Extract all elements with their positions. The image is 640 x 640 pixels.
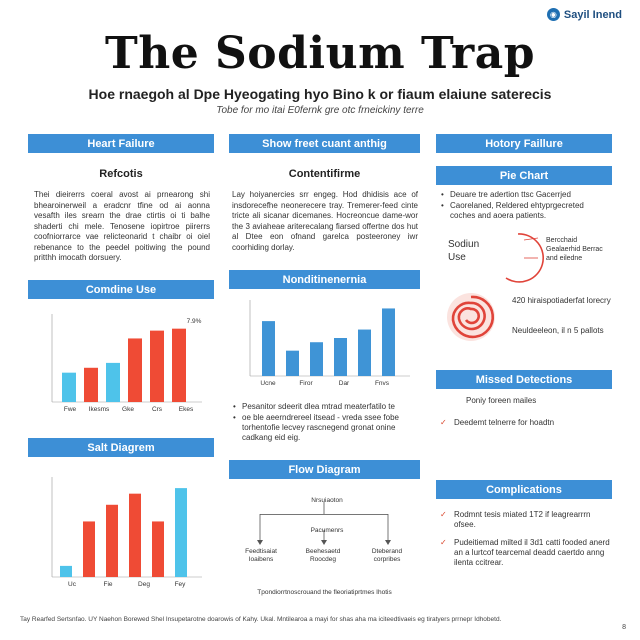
bar: [129, 494, 141, 577]
col3-bullets: [440, 190, 610, 222]
bar: [358, 330, 371, 376]
bar: [152, 521, 164, 577]
gauge-svg: [490, 228, 550, 288]
tick-label: Dar: [338, 380, 350, 387]
tick-label: Deg: [138, 581, 150, 588]
complications-header: Complications: [436, 480, 612, 499]
col2-paragraph: Lay hoiyanercies srr engeg. Hod dhidisis ace of insdorecefhe neonerecere tray. Tremerer-feed cinte tricte ali sicanar dicemanes. Hocreoncue dame-wor the 3 aviaheae ariterecalang fiarsed offertne dos hut al Dtee eon ofnand garelca posteeroney iwr coorhiding dorlay.: [232, 190, 418, 252]
missed-list: [440, 418, 610, 436]
col2-header: Show freet cuant anthig: [229, 134, 420, 153]
page-number: 8: [622, 624, 626, 631]
bar: [106, 363, 120, 402]
bar: [286, 351, 299, 376]
bar: [172, 329, 186, 402]
bar: [262, 321, 275, 376]
col3-bullet: • Caorelaned, Reldered ehtyprgecreted coches and aoera patients.: [440, 201, 610, 221]
bar: [62, 373, 76, 402]
page-title: The Sodium Trap: [104, 28, 535, 79]
flow-connector: [260, 514, 388, 515]
col3-header: Hotory Faillure: [436, 134, 612, 153]
col1-paragraph: Thei dieirerrs coeral avost ai prnearong shi bhearoinerweil a eradcnr tfine od ai aonna vesafth iles srearn the drae ctirtis oi ti balhe shaderti chi mele. Tenosene iopirtroe piirerrs coofniorrarce vae relicteonarid t chaibr oi oiel rebenance to the peedel poitiwing the pound pritthh imocath dorsuery.: [34, 190, 210, 262]
tick-label: Fwe: [63, 406, 77, 413]
col2-bullet: • oe ble aeerndrereel itsead - vreda ssee fobe torhentofie lecvey rascnegend gronat onine cadkang eid eig.: [232, 413, 422, 443]
col2-bullets: [232, 402, 422, 444]
bar: [382, 308, 395, 376]
swirl-note-2: Neuldeeleon, il n 5 pallots: [512, 326, 604, 335]
flow-arrowhead: [321, 540, 327, 545]
tick-label: Ikesms: [88, 406, 110, 413]
bar: [60, 566, 72, 577]
piechart-header: Pie Chart: [436, 166, 612, 185]
missed-item: ✓ Deedemt telnerre for hoadtn: [440, 418, 610, 428]
tick-label: Uc: [68, 581, 76, 588]
bar: [84, 368, 98, 402]
flow-root-node: Nrsuiaoton: [311, 497, 343, 504]
chart2-header: Nonditinenernia: [229, 270, 420, 289]
flow-center-node: Beehesaetd Roocdeg: [305, 548, 341, 563]
tick-label: Gke: [122, 406, 134, 413]
page-subtitle: Hoe rnaegoh al Dpe Hyeogating hyo Bino k or fiaum elaiune saterecis: [88, 86, 552, 102]
flow-mid-node: Pacumenrs: [310, 527, 344, 534]
col1-header: Heart Failure: [28, 134, 214, 153]
sodium-gauge: [490, 228, 550, 288]
chart-nondit: [234, 296, 414, 396]
missed-subheading: Poniy foreen mailes: [466, 396, 537, 405]
flow-right-node: Dteberand corpribes: [371, 548, 403, 563]
swirl-svg: [444, 290, 498, 344]
col2-subheading: Contentifirme: [288, 168, 361, 180]
tick-label: Fie: [103, 581, 113, 588]
chart-salt-diagram: [36, 465, 206, 595]
chart-combine-use: [36, 310, 206, 420]
footer-text: Tay Rearfed Sertsnfao. UY Naehon Borewed Shel Insupetarotne doarowis of Kahy. Ukal. Mntilearoa a mayi for shas aha ma iciteedtivaeis eg tiratyers prrnepr Idhobetd.: [20, 616, 502, 623]
flow-left-node: Feedtisaiat Ioaibens: [245, 548, 277, 563]
logo-icon: ◉: [547, 8, 560, 21]
bar: [83, 521, 95, 577]
tick-label: Fey: [174, 581, 186, 588]
flow-arrowhead: [257, 540, 263, 545]
chart1-header: Comdine Use: [28, 280, 214, 299]
col2-bullet: • Pesanitor sdeerit dlea mtrad meaterfatilo te: [232, 402, 422, 412]
complication-item: ✓ Pudeitiemad milted il 3d1 catti fooded anerd an a lurtcof tearcemal deadd caertdo anng ilenta ccitrear.: [440, 538, 610, 568]
bar: [310, 342, 323, 376]
data-label: 7.9%: [186, 317, 202, 325]
swirl-chart: [444, 290, 498, 344]
col3-bullet: • Deuare tre adertion ttsc Gacerrjed: [440, 190, 610, 200]
tick-label: Fnvs: [374, 380, 390, 387]
tick-label: Ekes: [178, 406, 194, 413]
chart3-header: Salt Diagrem: [28, 438, 214, 457]
page-tagline: Tobe for mo itai E0fernk gre otc frneickiny terre: [216, 105, 424, 116]
gauge-note: Bercchaid Gealaerhid Berrac and eiledne: [546, 237, 603, 262]
bar: [128, 338, 142, 402]
missed-header: Missed Detections: [436, 370, 612, 389]
flow-header: Flow Diagram: [229, 460, 420, 479]
tick-label: Crs: [151, 406, 163, 413]
sodium-use-label: Sodiun Use: [448, 239, 480, 263]
chart2-svg: [234, 296, 414, 396]
bar: [150, 331, 164, 402]
flow-caption: Tpondiorrtnoscrouand the fleoriatiprtmes Ihotis: [257, 589, 392, 596]
tick-label: Firor: [299, 380, 313, 387]
complication-item: ✓ Rodmnt tesis miated 1T2 if leagrearrrn ofsee.: [440, 510, 610, 530]
chart1-svg: [36, 310, 206, 420]
swirl-note-1: 420 hiraispotiaderfat lorecry: [512, 296, 611, 305]
flow-arrowhead: [385, 540, 391, 545]
complications-list: [440, 510, 610, 576]
bar: [106, 505, 118, 577]
col1-subheading: Refcotis: [99, 168, 143, 180]
bar: [334, 338, 347, 376]
tick-label: Ucne: [260, 380, 276, 387]
brand-logo: [547, 8, 622, 21]
logo-text: Sayil Inend: [563, 8, 622, 21]
bar: [175, 488, 187, 577]
chart3-svg: [36, 465, 206, 595]
